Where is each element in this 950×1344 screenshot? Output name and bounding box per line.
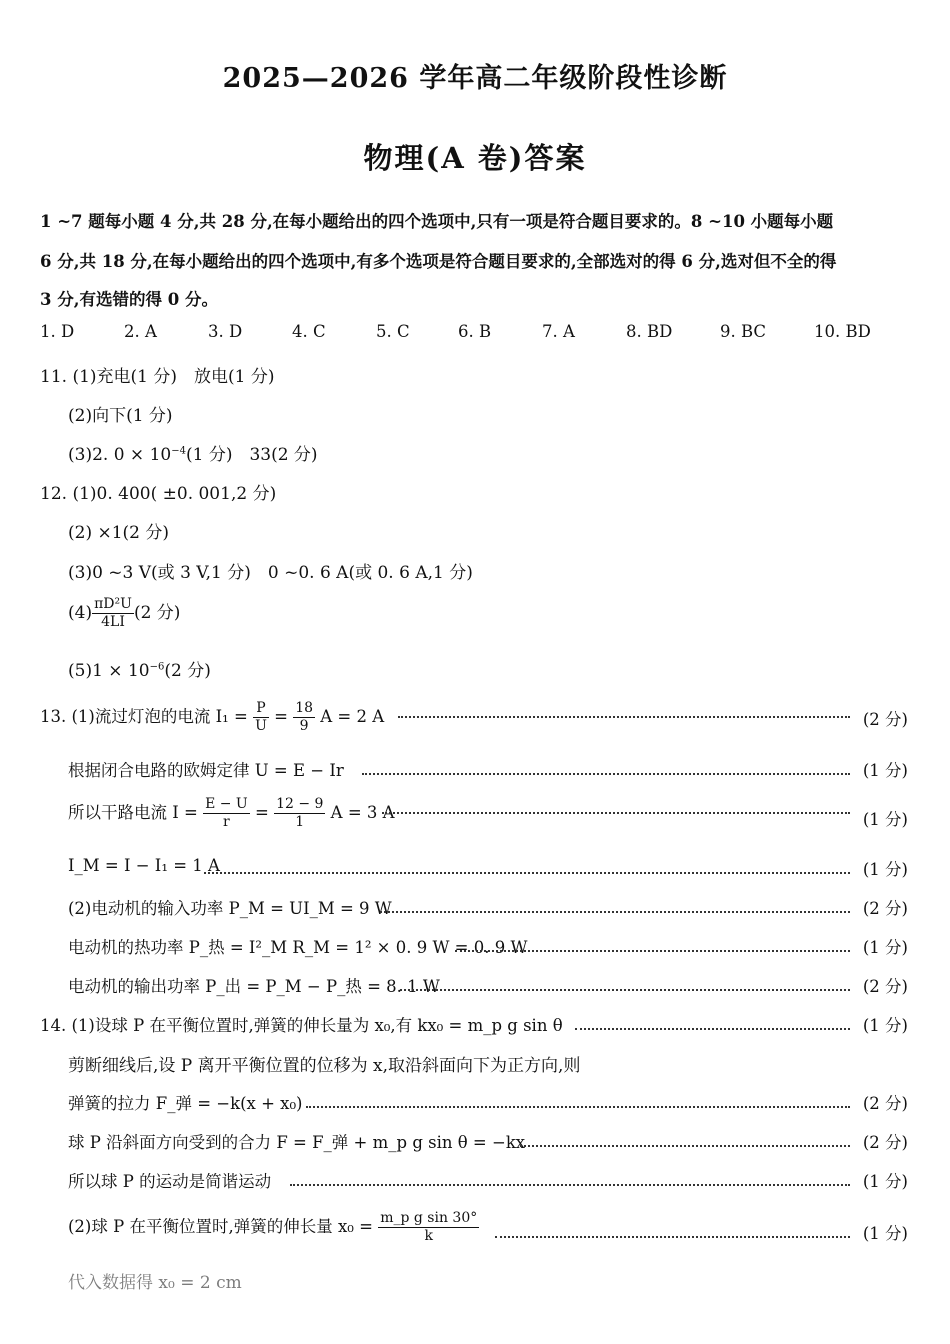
q13-row6: 电动机的热功率 P_热 = I²_M R_M = 1² × 0. 9 W = 0. 9 W (1 分): [68, 938, 908, 957]
q13-row7: 电动机的输出功率 P_出 = P_M − P_热 = 8. 1 W (2 分): [68, 977, 908, 996]
q14-row3: 弹簧的拉力 F_弹 = −k(x + x₀) (2 分): [68, 1094, 908, 1113]
choice-answer: 6. B: [458, 322, 492, 341]
intro-line-3: 3 分,有选错的得 0 分。: [40, 290, 218, 309]
choice-answer: 10. BD: [814, 322, 871, 341]
q13-row4: I_M = I − I₁ = 1 A (1 分): [68, 856, 908, 879]
choice-answer: 7. A: [542, 322, 575, 341]
q12-part3: (3)0 ~3 V(或 3 V,1 分) 0 ~0. 6 A(或 0. 6 A,1 分): [68, 563, 473, 583]
choice-answer: 8. BD: [626, 322, 673, 341]
intro-line-1: 1 ~7 题每小题 4 分,共 28 分,在每小题给出的四个选项中,只有一项是符合题目要求的。8 ~10 小题每小题: [40, 212, 834, 231]
q12-part5: $(5)1 \times 10^{-6}(2$ 分): [68, 661, 211, 681]
choice-answer: 9. BC: [720, 322, 767, 341]
q14-row6: (2)球 P 在平衡位置时,弹簧的伸长量 x₀ = $\frac{\text{m\_p g sin 30°}}{k}$ (1 分): [68, 1210, 908, 1244]
q13-row1: 13. (1)流过灯泡的电流 I₁ = $\frac{P}{U}$ = $\frac{18}{9}$ A = 2 A (2 分): [40, 700, 908, 734]
q11-part2: (2)向下(1 分): [68, 406, 173, 426]
q14-row5: 所以球 P 的运动是简谐运动 (1 分): [68, 1172, 908, 1191]
q12-part2: (2) ×1(2 分): [68, 523, 170, 543]
q14-row1: 14. (1)设球 P 在平衡位置时,弹簧的伸长量为 x₀,有 kx₀ = m_p g sin θ (1 分): [40, 1016, 908, 1035]
q14-row4: 球 P 沿斜面方向受到的合力 F = F_弹 + m_p g sin θ = −kx (2 分): [68, 1133, 908, 1152]
choice-answer: 1. D: [40, 322, 75, 341]
q12-part1: 12. (1)0. 400( ±0. 001,2 分): [40, 484, 277, 504]
choice-answer: 2. A: [124, 322, 157, 341]
q14-row2: 剪断细线后,设 P 离开平衡位置的位移为 x,取沿斜面向下为正方向,则: [68, 1056, 581, 1076]
q13-row5: (2)电动机的输入功率 P_M = UI_M = 9 W (2 分): [68, 899, 908, 918]
q14-row7: 代入数据得 x₀ = 2 cm: [68, 1273, 242, 1293]
page-subtitle: 物理(A 卷)答案: [363, 141, 587, 175]
choice-answer: 5. C: [376, 322, 410, 341]
choice-answer: 3. D: [208, 322, 243, 341]
intro-line-2: 6 分,共 18 分,在每小题给出的四个选项中,有多个选项是符合题目要求的,全部选对的得 6 分,选对但不全的得: [40, 252, 837, 271]
q11-part3: (3)2. $0 \times 10^{-4}(1$ 分) 33(2 分): [68, 445, 318, 465]
q12-part4: (4) $\frac{\text{πD²U}}{4LI}$ (2 分): [68, 596, 181, 630]
q13-row2: 根据闭合电路的欧姆定律 U = E − Ir (1 分): [68, 761, 908, 780]
choice-answer: 4. C: [292, 322, 326, 341]
q11-part1: 11. (1)充电(1 分) 放电(1 分): [40, 367, 275, 387]
q13-row3: 所以干路电流 I = $\frac{E - U}{r}$ = $\frac{12 - 9}{1}$ A = 3 A (1 分): [68, 796, 908, 830]
page-title: 2025—2026 学年高二年级阶段性诊断: [222, 63, 728, 94]
